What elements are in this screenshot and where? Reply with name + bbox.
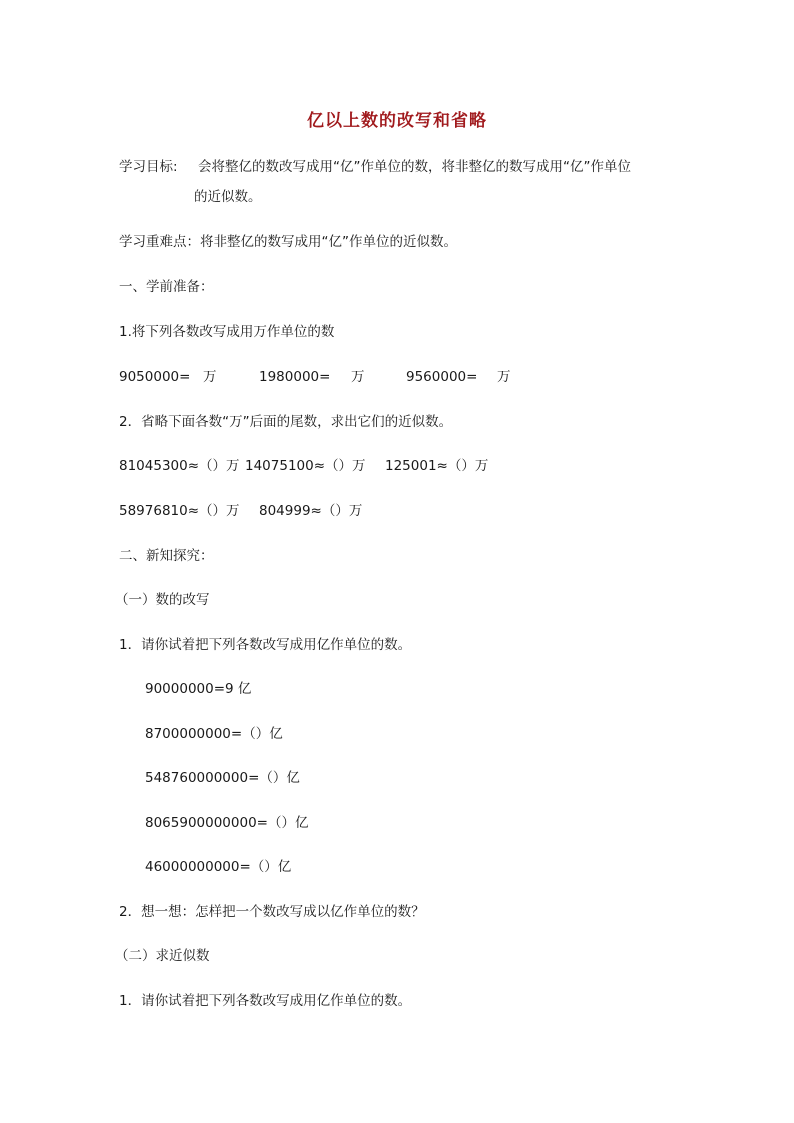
rewrite-item: 8700000000=（）亿	[145, 726, 283, 742]
unit-label: 万	[203, 369, 217, 385]
learning-goal-text: 会将整亿的数改写成用“亿”作单位的数，将非整亿的数写成用“亿”作单位	[198, 159, 631, 175]
rewrite-item: 46000000000=（）亿	[145, 859, 292, 875]
unit-label: 万	[497, 369, 511, 385]
approximation-item: 14075100≈（）万	[245, 458, 366, 474]
page-title: 亿以上数的改写和省略	[307, 111, 487, 131]
subsection-heading: （一）数的改写	[115, 592, 210, 608]
approximation-item: 58976810≈（）万	[119, 503, 240, 519]
conversion-item: 9560000=	[406, 369, 478, 385]
question-prompt: 2．省略下面各数“万”后面的尾数，求出它们的近似数。	[119, 414, 453, 430]
learning-goal-text-continued: 的近似数。	[194, 189, 262, 205]
rewrite-item: 548760000000=（）亿	[145, 770, 300, 786]
conversion-item: 9050000=	[119, 369, 191, 385]
approximation-item: 81045300≈（）万	[119, 458, 240, 474]
rewrite-item: 8065900000000=（）亿	[145, 815, 309, 831]
learning-goal-label: 学习目标:	[119, 159, 178, 175]
question-prompt: 1．请你试着把下列各数改写成用亿作单位的数。	[119, 993, 412, 1009]
subsection-heading: （二）求近似数	[115, 948, 210, 964]
approximation-item: 125001≈（）万	[385, 458, 489, 474]
rewrite-item: 90000000=9 亿	[145, 681, 252, 697]
section-heading-preparation: 一、学前准备：	[119, 279, 214, 295]
section-heading-exploration: 二、新知探究：	[119, 548, 214, 564]
question-prompt: 1．请你试着把下列各数改写成用亿作单位的数。	[119, 637, 412, 653]
approximation-item: 804999≈（）万	[259, 503, 363, 519]
question-prompt: 2．想一想：怎样把一个数改写成以亿作单位的数？	[119, 904, 425, 920]
conversion-item: 1980000=	[259, 369, 331, 385]
unit-label: 万	[351, 369, 365, 385]
key-point: 学习重难点：将非整亿的数写成用“亿”作单位的近似数。	[119, 234, 457, 250]
question-prompt: 1.将下列各数改写成用万作单位的数	[119, 324, 335, 340]
